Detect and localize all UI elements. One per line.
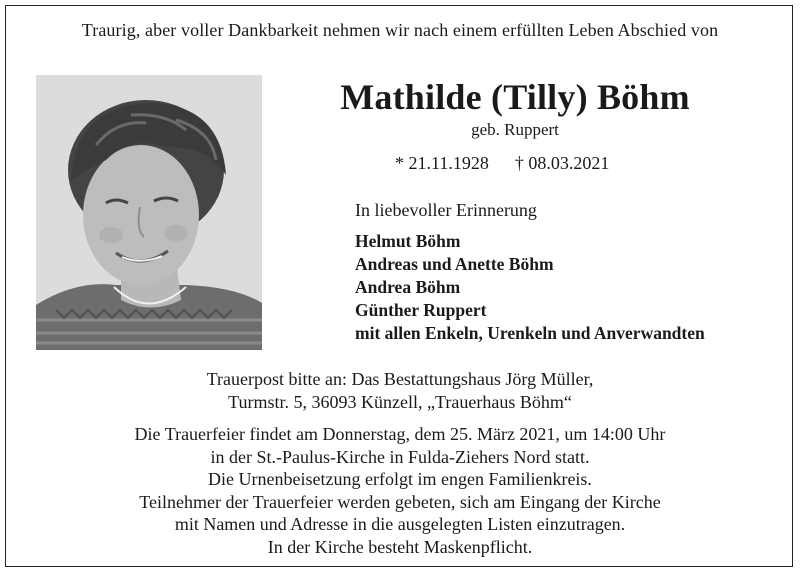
service-line: in der St.-Paulus-Kirche in Fulda-Ziehers Nord statt. xyxy=(210,446,590,467)
service-line: Die Trauerfeier findet am Donnerstag, dem 25. März 2021, um 14:00 Uhr xyxy=(134,424,666,444)
condolence-mail xyxy=(0,368,800,414)
portrait-photo xyxy=(36,75,262,350)
mourner: mit allen Enkeln, Urenkeln und Anverwandten xyxy=(355,323,705,343)
service-line: mit Namen und Adresse in die ausgelegten Listen einzutragen. xyxy=(174,514,626,534)
birth-name: geb. Ruppert xyxy=(471,120,559,139)
mail-line: Trauerpost bitte an: Das Bestattungshaus Jörg Müller, xyxy=(206,369,594,389)
service-info xyxy=(0,423,800,558)
death-date: † 08.03.2021 xyxy=(514,153,610,173)
service-line: In der Kirche besteht Maskenpflicht. xyxy=(267,536,533,557)
mourner: Helmut Böhm xyxy=(355,231,461,251)
life-dates xyxy=(395,153,609,174)
mourner: Andrea Böhm xyxy=(355,277,461,297)
service-line: Die Urnenbeisetzung erfolgt im engen Familienkreis. xyxy=(208,469,592,489)
mail-line: Turmstr. 5, 36093 Künzell, „Trauerhaus Böhm“ xyxy=(228,392,572,412)
service-line: Teilnehmer der Trauerfeier werden gebeten, sich am Eingang der Kirche xyxy=(139,491,661,512)
mourner: Andreas und Anette Böhm xyxy=(355,254,554,274)
mourner: Günther Ruppert xyxy=(355,300,487,320)
portrait-illustration xyxy=(36,75,262,350)
birth-date: * 21.11.1928 xyxy=(395,153,489,173)
intro-text: Traurig, aber voller Dankbarkeit nehmen wir nach einem erfüllten Leben Abschied von xyxy=(81,20,719,40)
deceased-name: Mathilde (Tilly) Böhm xyxy=(340,77,690,117)
mourners-list xyxy=(355,230,705,345)
memory-line: In liebevoller Erinnerung xyxy=(355,200,537,220)
